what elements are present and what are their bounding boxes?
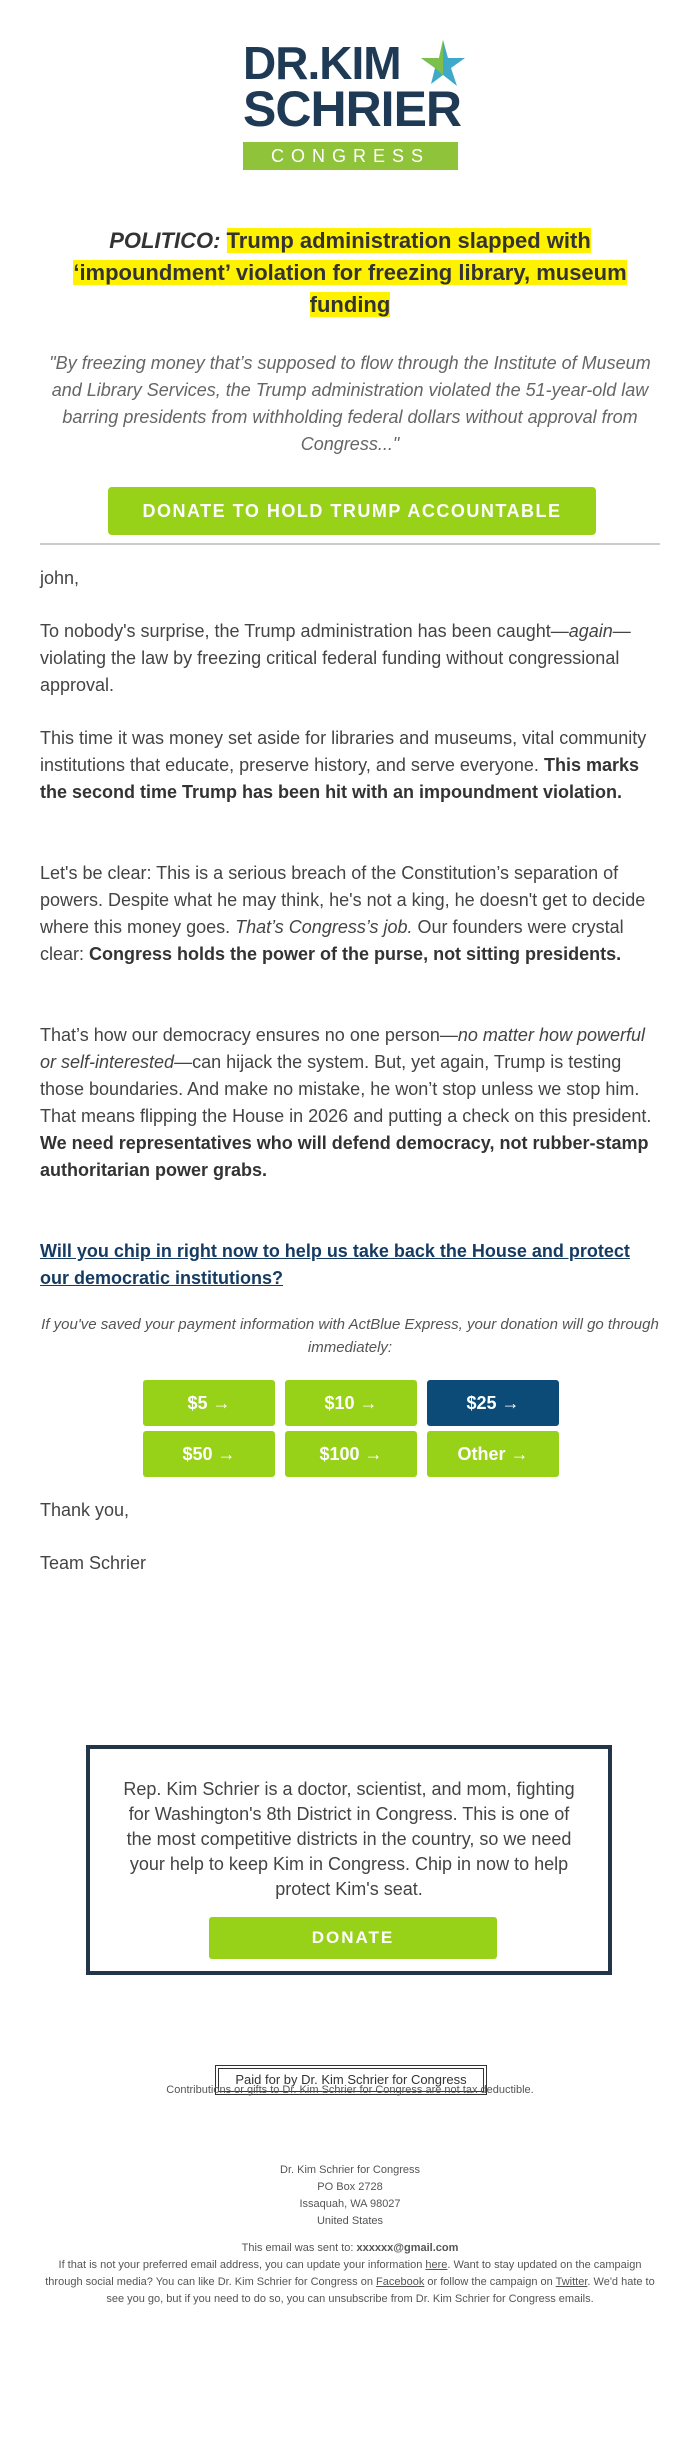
divider — [40, 543, 660, 545]
p3-text-bold: Congress holds the power of the purse, not sitting presidents. — [89, 944, 622, 964]
p3-text-italic: That’s Congress’s job. — [235, 917, 413, 937]
donate-5-button[interactable]: $5 → — [143, 1380, 275, 1426]
address-line: Dr. Kim Schrier for Congress — [280, 2164, 420, 2176]
headline-source: POLITICO: — [109, 228, 221, 253]
paragraph-3 — [40, 860, 660, 968]
news-quote: "By freezing money that’s supposed to flow through the Institute of Museum and Library Services, the Trump administration violated the 51-year-old law barring presidents from withholding federal dollars without approval from Congress..." — [49, 353, 651, 454]
p1-text-italic: again — [568, 621, 613, 641]
sent-to-label: This email was sent to: — [241, 2242, 357, 2254]
p4-text-italic: no matter how powerful or self-interested — [40, 1025, 645, 1072]
pref-text-d: . We'd hate to see you go, but if you need to do so, you can unsubscribe from Dr. Kim Schrier for Congress emails. — [106, 2276, 655, 2305]
paragraph-2 — [40, 725, 660, 806]
donate-hold-trump-accountable-button[interactable]: DONATE TO HOLD TRUMP ACCOUNTABLE — [108, 487, 596, 535]
p3-text-a: Let's be clear: This is a serious breach of the Constitution’s separation of powers. Despite what he may think, he's not a king, he doesn't get to decide where this money goes. — [40, 863, 646, 937]
sent-to-line — [40, 2240, 660, 2257]
bio-text: Rep. Kim Schrier is a doctor, scientist, and mom, fighting for Washington's 8th District in Congress. This is one of the most competitive districts in the country, so we need your help to keep Kim in Congress. Chip in now to help protect Kim's seat. — [123, 1779, 575, 1899]
p4-text-a: That’s how our democracy ensures no one person— — [40, 1025, 458, 1045]
mailing-address — [40, 2162, 660, 2230]
p3-text-c: Our founders were crystal clear: — [40, 917, 624, 964]
chip-in-link[interactable]: Will you chip in right now to help us take back the House and protect our democratic institutions? — [40, 1241, 630, 1288]
pref-text-b: . Want to stay updated on the campaign through social media? You can like Dr. Kim Schrier for Congress on — [45, 2259, 642, 2288]
p2-text-a: This time it was money set aside for libraries and museums, vital community institutions that educate, preserve history, and serve everyone. — [40, 728, 647, 775]
logo-line-schrier: SCHRIER — [243, 81, 462, 137]
campaign-logo — [243, 37, 463, 175]
donate-50-button[interactable]: $50 → — [143, 1431, 275, 1477]
pref-text-c: or follow the campaign on — [424, 2276, 556, 2288]
update-info-link[interactable]: here — [425, 2259, 448, 2271]
news-headline — [40, 225, 660, 321]
paragraph-1 — [40, 618, 660, 699]
preferences-text — [40, 2257, 660, 2308]
bio-box — [86, 1745, 612, 1975]
donate-other-button[interactable]: Other → — [427, 1431, 559, 1477]
p1-text-c: —violating the law by freezing critical federal funding without congressional approval. — [40, 621, 631, 695]
address-line: PO Box 2728 — [317, 2181, 383, 2193]
pref-text-a: If that is not your preferred email address, you can update your information — [58, 2259, 426, 2271]
p1-text-a: To nobody's surprise, the Trump administration has been caught— — [40, 621, 569, 641]
p4-text-c: —can hijack the system. But, yet again, Trump is testing those boundaries. And make no mistake, he won’t stop unless we stop him. That means flipping the House in 2026 and putting a check on this president. — [40, 1052, 652, 1126]
donate-25-button[interactable]: $25 → — [427, 1380, 559, 1426]
sent-to-email: xxxxxx@gmail.com — [356, 2242, 459, 2254]
donate-10-button[interactable]: $10 → — [285, 1380, 417, 1426]
p4-text-bold: We need representatives who will defend democracy, not rubber-stamp authoritarian power grabs. — [40, 1133, 649, 1180]
p2-text-bold: This marks the second time Trump has been hit with an impoundment violation. — [40, 755, 639, 802]
donate-button[interactable]: DONATE — [209, 1917, 497, 1959]
paragraph-4 — [40, 1022, 660, 1184]
paid-for-disclaimer: Paid for by Dr. Kim Schrier for Congress — [218, 2068, 484, 2092]
headline-text: Trump administration slapped with ‘impoundment’ violation for freezing library, museum funding — [73, 228, 627, 317]
facebook-link[interactable]: Facebook — [376, 2276, 425, 2288]
signoff-thanks: Thank you, — [40, 1500, 130, 1520]
logo-tagline: CONGRESS — [243, 142, 458, 170]
address-line: United States — [316, 2215, 384, 2227]
actblue-note: If you've saved your payment information with ActBlue Express, your donation will go through immediately: — [41, 1316, 659, 1356]
donate-100-button[interactable]: $100 → — [285, 1431, 417, 1477]
twitter-link[interactable]: Twitter — [555, 2276, 588, 2288]
tax-note: Contributions or gifts to Dr. Kim Schrier for Congress are not tax deductible. — [166, 2084, 534, 2096]
logo-line-drkim: DR.KIM — [243, 37, 401, 89]
signoff-team: Team Schrier — [40, 1553, 147, 1573]
greeting: john, — [40, 568, 80, 588]
address-line: Issaquah, WA 98027 — [299, 2198, 401, 2210]
